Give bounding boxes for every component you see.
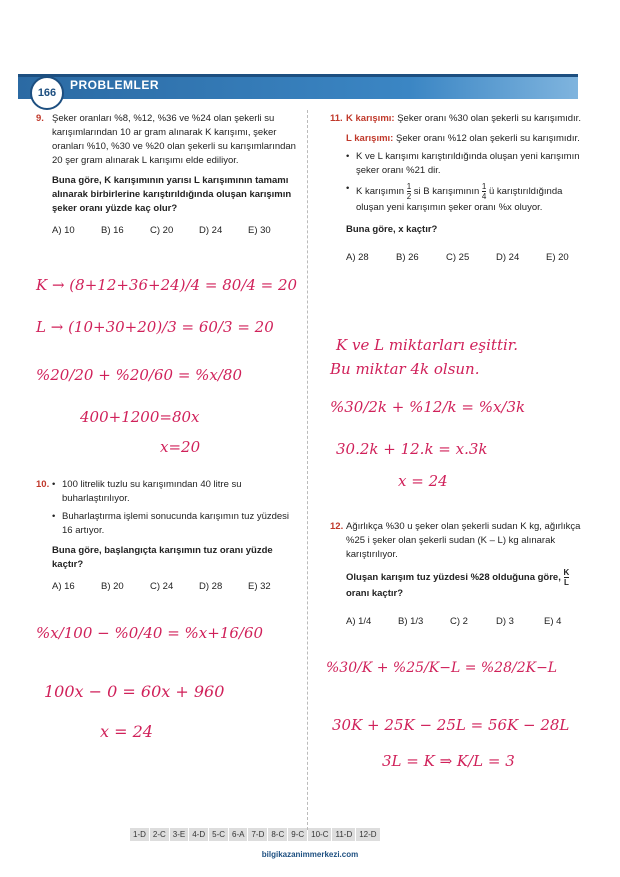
hw-q10-eq2: 100x − 0 = 60x + 960 <box>44 682 225 701</box>
question-prompt-a: Oluşan karışım tuz yüzdesi %28 olduğuna göre, <box>346 572 561 584</box>
fraction-1-2: $\frac{1}{2}$ <box>406 182 412 201</box>
choice-c[interactable]: C) 25 <box>446 252 470 263</box>
choice-c[interactable]: C) 20 <box>150 225 174 236</box>
answer-key-item: 12-D <box>356 828 379 841</box>
section-title: PROBLEMLER <box>70 78 159 92</box>
k-text: Şeker oranı %30 olan şekerli su karışımıdır. <box>397 113 581 124</box>
hw-k-line: K → (8+12+36+24)/4 = 80/4 = 20 <box>36 276 298 294</box>
answer-key-item: 1-D <box>130 828 149 841</box>
page-number: 166 <box>30 76 64 110</box>
choice-c[interactable]: C) 24 <box>150 581 174 592</box>
choice-e[interactable]: E) 4 <box>544 616 562 627</box>
hw-q11-note2: Bu miktar 4k olsun. <box>330 360 480 378</box>
question-number: 10. <box>36 479 50 490</box>
answer-key-item: 5-C <box>209 828 228 841</box>
fraction-k-l: $\frac{K}{L}$ <box>563 568 570 587</box>
bullet-1: • 100 litrelik tuzlu su karışımından 40 litre su buharlaştırılıyor. <box>52 478 297 506</box>
bullet-2-part-a: K karışımın <box>356 186 405 198</box>
footer-site[interactable]: bilgikazanimmerkezi.com <box>261 850 359 859</box>
hw-q9-answer: x=20 <box>160 438 201 456</box>
hw-q11-eq2: 30.2k + 12.k = x.3k <box>336 440 488 458</box>
hw-q10-eq: %x/100 − %0/40 = %x+16/60 <box>36 624 264 642</box>
answer-key-item: 3-E <box>170 828 188 841</box>
answer-key-item: 7-D <box>248 828 267 841</box>
hw-q9-eq2: 400+1200=80x <box>80 408 200 426</box>
question-prompt: Buna göre, K karışımının yarısı L karışımının tamamı alınarak birbirlerine karıştırıldığında oluşan karışımın şeker oranı yüzde kaç olur? <box>52 175 292 214</box>
question-prompt: Buna göre, başlangıçta karışımın tuz oranı yüzde kaçtır? <box>52 545 273 570</box>
hw-q11-answer: x = 24 <box>398 472 448 490</box>
question-number: 9. <box>36 113 44 124</box>
question-prompt-b: oranı kaçtır? <box>346 588 404 599</box>
k-label: K karışımı: <box>346 113 395 124</box>
answer-key-item: 10-C <box>308 828 331 841</box>
hw-q9-eq: %20/20 + %20/60 = %x/80 <box>36 366 243 384</box>
choice-a[interactable]: A) 10 <box>52 225 75 236</box>
choice-a[interactable]: A) 1/4 <box>346 616 372 627</box>
answer-key-item: 8-C <box>268 828 287 841</box>
choice-a[interactable]: A) 16 <box>52 581 75 592</box>
answer-key-item: 6-A <box>229 828 247 841</box>
choice-d[interactable]: D) 28 <box>199 581 223 592</box>
bullet-2-part-c: ü karıştırıldığında oluşan yeni karışımın şeker oranı %x oluyor. <box>356 186 563 213</box>
column-divider <box>307 110 309 830</box>
l-label: L karışımı: <box>346 133 394 144</box>
answer-key-item: 11-D <box>332 828 355 841</box>
question-prompt: Buna göre, x kaçtır? <box>346 224 438 235</box>
answer-key-item: 4-D <box>189 828 208 841</box>
bullet-1: • K ve L karışımı karıştırıldığında oluşan yeni karışımın şeker oranı %21 dir. <box>346 150 581 178</box>
choice-c[interactable]: C) 2 <box>450 616 468 627</box>
answer-key <box>130 828 381 841</box>
bullet-2 <box>346 182 581 215</box>
question-12 <box>330 520 581 629</box>
choice-d[interactable]: D) 3 <box>496 616 514 627</box>
choice-a[interactable]: A) 28 <box>346 252 369 263</box>
question-number: 11. <box>330 113 343 124</box>
hw-q12-eq2: 30K + 25K − 25L = 56K − 28L <box>332 716 570 734</box>
l-text: Şeker oranı %12 olan şekerli su karışımıdır. <box>396 133 580 144</box>
choice-d[interactable]: D) 24 <box>496 252 520 263</box>
choices <box>346 251 581 265</box>
question-11 <box>330 112 581 265</box>
hw-l-line: L → (10+30+20)/3 = 60/3 = 20 <box>36 318 274 336</box>
choice-b[interactable]: B) 16 <box>101 225 124 236</box>
hw-q10-answer: x = 24 <box>100 722 153 741</box>
choice-e[interactable]: E) 30 <box>248 225 271 236</box>
hw-q11-eq: %30/2k + %12/k = %x/3k <box>330 398 526 416</box>
answer-key-item: 2-C <box>150 828 169 841</box>
fraction-1-4: $\frac{1}{4}$ <box>481 182 487 201</box>
question-text: Ağırlıkça %30 u şeker olan şekerli sudan K kg, ağırlıkça %25 i şeker olan şekerli sudan (K – L) kg alınarak karıştırılıyor. <box>346 521 581 560</box>
choice-d[interactable]: D) 24 <box>199 225 223 236</box>
choice-b[interactable]: B) 20 <box>101 581 124 592</box>
hw-q12-eq3: 3L = K ⇒ K/L = 3 <box>382 752 515 770</box>
question-number: 12. <box>330 521 344 532</box>
question-text: Şeker oranları %8, %12, %36 ve %24 olan şekerli su karışımlarından 10 ar gram alınarak K karışımı, şeker oranları %10, %30 ve %20 olan şekerli su karışımlarından 20 şer gram alınarak L karışımı elde ediliyor. <box>52 113 296 166</box>
choices <box>52 580 297 594</box>
choice-b[interactable]: B) 1/3 <box>398 616 424 627</box>
hw-q11-note1: K ve L miktarları eşittir. <box>336 336 519 354</box>
question-10 <box>36 478 297 594</box>
choices <box>52 224 297 238</box>
question-prompt <box>346 568 581 601</box>
hw-q12-eq: %30/K + %25/K−L = %28/2K−L <box>326 660 558 676</box>
choices <box>346 615 581 629</box>
bullet-2-part-b: si B karışımının <box>413 186 480 198</box>
bullet-2: • Buharlaştırma işlemi sonucunda karışımın tuz yüzdesi 16 artıyor. <box>52 510 297 538</box>
answer-key-item: 9-C <box>288 828 307 841</box>
question-9 <box>36 112 297 238</box>
choice-b[interactable]: B) 26 <box>396 252 419 263</box>
choice-e[interactable]: E) 32 <box>248 581 271 592</box>
choice-e[interactable]: E) 20 <box>546 252 569 263</box>
